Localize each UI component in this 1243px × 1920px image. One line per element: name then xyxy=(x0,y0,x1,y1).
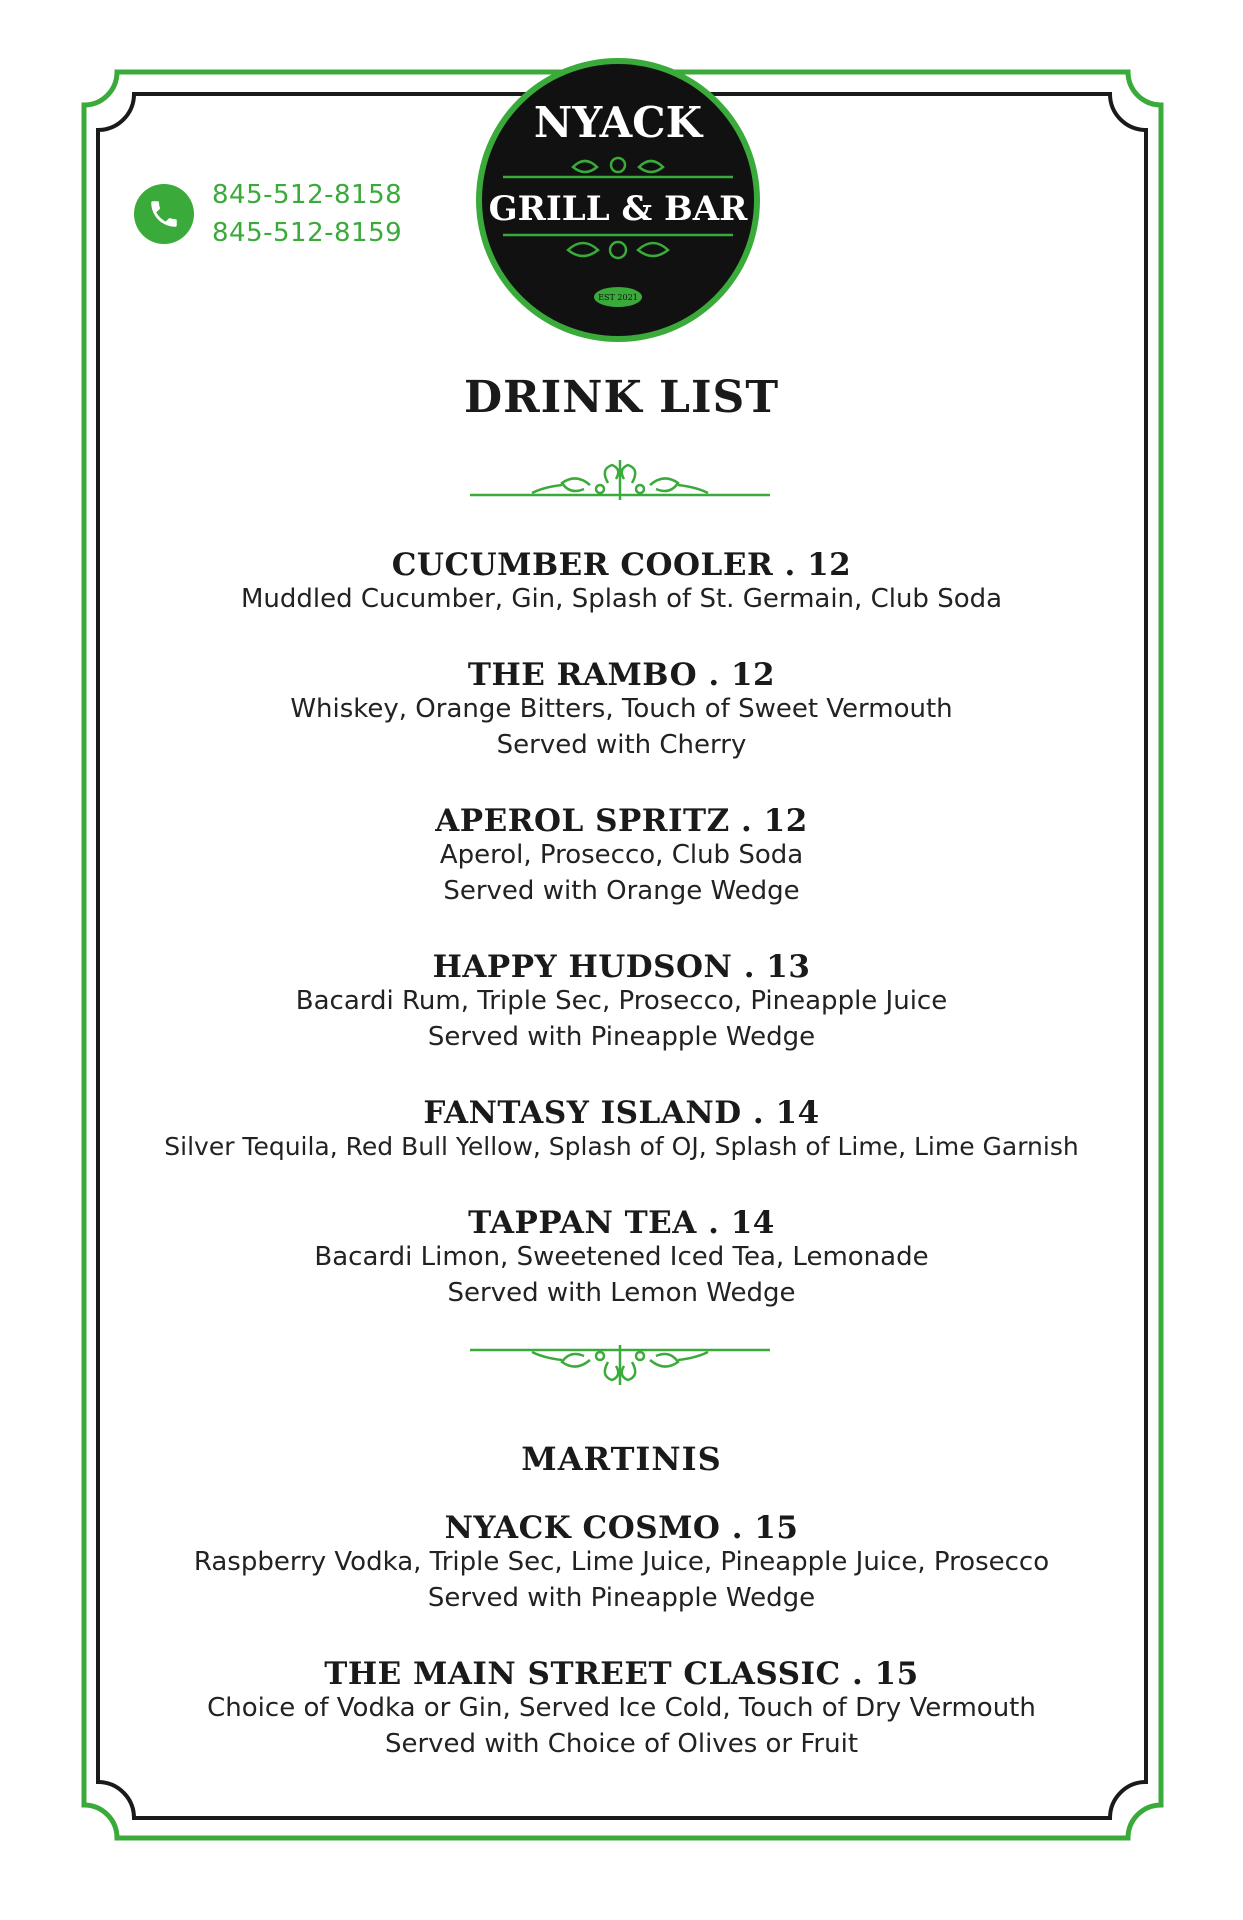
drink-name: FANTASY ISLAND . 14 xyxy=(423,1095,820,1131)
phone-number-1[interactable]: 845-512-8158 xyxy=(212,180,403,210)
page-title: DRINK LIST xyxy=(463,372,780,423)
drink-name: THE MAIN STREET CLASSIC . 15 xyxy=(324,1656,919,1692)
drink-name: TAPPAN TEA . 14 xyxy=(468,1205,775,1241)
drink-description: Served with Choice of Olives or Fruit xyxy=(384,1729,859,1759)
ornament-divider-icon xyxy=(470,1340,770,1390)
drink-name: HAPPY HUDSON . 13 xyxy=(432,949,811,985)
martinis-heading: MARTINIS xyxy=(521,1440,722,1478)
phone-number-2[interactable]: 845-512-8159 xyxy=(212,218,403,248)
drink-name: APEROL SPRITZ . 12 xyxy=(435,803,808,839)
restaurant-logo xyxy=(473,55,763,345)
drink-description: Served with Orange Wedge xyxy=(443,876,800,906)
drink-description: Raspberry Vodka, Triple Sec, Lime Juice, Pineapple Juice, Prosecco xyxy=(193,1547,1050,1577)
logo-est-badge: EST 2021 xyxy=(598,293,638,302)
ornament-divider-icon xyxy=(470,455,770,505)
drink-name: NYACK COSMO . 15 xyxy=(444,1510,799,1546)
drink-description: Aperol, Prosecco, Club Soda xyxy=(439,840,804,870)
drink-description: Served with Cherry xyxy=(496,730,747,760)
phone-block xyxy=(134,176,402,252)
logo-subtitle-line: GRILL & BAR xyxy=(488,189,748,229)
drink-description: Whiskey, Orange Bitters, Touch of Sweet Vermouth xyxy=(290,694,953,724)
drink-description: Served with Lemon Wedge xyxy=(447,1278,796,1308)
drink-description: Choice of Vodka or Gin, Served Ice Cold, Touch of Dry Vermouth xyxy=(207,1693,1036,1723)
drink-description: Served with Pineapple Wedge xyxy=(427,1022,816,1052)
drink-description: Served with Pineapple Wedge xyxy=(427,1583,816,1613)
drink-description: Muddled Cucumber, Gin, Splash of St. Germain, Club Soda xyxy=(240,584,1003,614)
drink-description: Silver Tequila, Red Bull Yellow, Splash of OJ, Splash of Lime, Lime Garnish xyxy=(164,1132,1079,1161)
drink-name: THE RAMBO . 12 xyxy=(467,657,776,693)
drink-name: CUCUMBER COOLER . 12 xyxy=(391,547,852,583)
logo-name-line: NYACK xyxy=(533,98,703,147)
drink-description: Bacardi Rum, Triple Sec, Prosecco, Pineapple Juice xyxy=(295,986,948,1016)
drink-description: Bacardi Limon, Sweetened Iced Tea, Lemonade xyxy=(314,1242,929,1272)
phone-icon xyxy=(134,184,194,244)
